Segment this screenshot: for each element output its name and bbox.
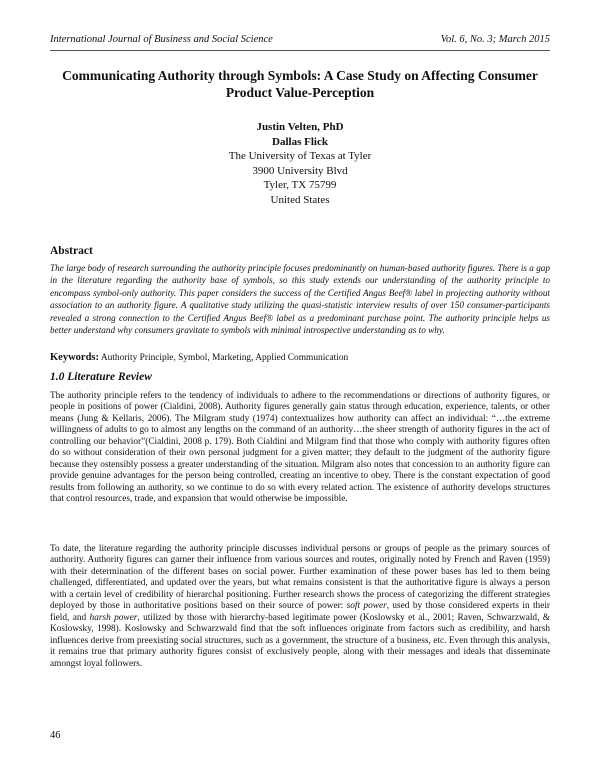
affiliation-line-2: 3900 University Blvd <box>252 164 348 177</box>
header-rule <box>50 50 550 51</box>
affiliation-line-4: United States <box>270 193 330 206</box>
affiliation-line-1: The University of Texas at Tyler <box>228 150 372 162</box>
title-line-2: Product Value-Perception <box>225 85 375 100</box>
abstract-heading: Abstract <box>50 245 93 257</box>
harsh-power-term: harsh power <box>89 612 138 623</box>
keywords-text: Authority Principle, Symbol, Marketing, Applied Communication <box>99 353 349 363</box>
paragraph-2-part-3: , utilized by those with hierarchy-based legitimate power (Koslowsky et al., 2001; Raven, Schwarzwald, & Koslowsky, 1998). Koslowsky and Schwarzwald find that the soft influences originate from factors such as credibility, and harsh influences derive from preexisting social structures, such as a government, the structure of a business, etc. Even through this analysis, it remains true that primary authority figures consist of exclusively people, along with their messages and ideals that disseminate amongst loyal followers. <box>50 612 550 669</box>
paper-title <box>50 67 550 101</box>
affiliation-line-3: Tyler, TX 75799 <box>263 179 337 191</box>
abstract-text: The large body of research surrounding the authority principle focuses predominantly on human-based authority figures. There is a gap in the literature regarding the authority base of symbols, so this study extends our understanding of the authority principle to encompass symbol-only authority. This paper considers the success of the Certified Angus Beef® label in projecting authority without association to an authority figure. A qualitative study utilizing the quasi-statistic interview results of over 150 consumer-participants revealed a strong connection to the Certified Angus Beef® label as a predominant purchase point. The authority principle helps us better understand why consumers gravitate to symbols with minimal introspective understanding as to why. <box>50 263 550 336</box>
paragraph-2-part-2: , used by those considered experts in their field, and <box>50 601 551 623</box>
title-line-1: Communicating Authority through Symbols: A Case Study on Affecting Consumer <box>62 68 538 83</box>
issue-info: Vol. 6, No. 3; March 2015 <box>440 34 550 45</box>
author-block <box>150 120 450 207</box>
paragraph-1: The authority principle refers to the tendency of individuals to adhere to the recommendations or directions of authority figures, or people in positions of power (Cialdini, 2008). Authority figures generally gain status through education, experience, talents, or other means (Jung & Kellaris, 2006). The Milgram study (1974) contextualizes how authority can affect an individual: “…the extreme willingness of adults to go to almost any lengths on the command of an authority…the sheer strength of authority figures in the act of controlling our behavior”(Cialdini, 2008 p. 179). Both Cialdini and Milgram find that those who comply with authority figures often do so without consideration of their own personal judgment for a given matter; they default to the judgment of the authority figure because they ostensibly possess a greater understanding of the situation. Milgram also notes that concession to an authority figure can provide genuine advantages for the person being controlled, creating an incentive to obey. There is the constant expectation of good results from following an authority, so we continue to do so with every related action. The existence of authority develops structures that control resources, trade, and expansion that would otherwise be impossible. <box>50 391 550 505</box>
paragraph-2 <box>50 544 550 670</box>
section-heading: 1.0 Literature Review <box>50 371 152 383</box>
soft-power-term: soft power <box>346 601 387 612</box>
author-2: Dallas Flick <box>272 135 328 148</box>
running-header <box>50 34 550 50</box>
keywords-label: Keywords: <box>50 352 99 363</box>
keywords-line <box>50 352 550 364</box>
paragraph-2-part-1: To date, the literature regarding the authority principle discusses individual persons or groups of people as the primary sources of authority. Authority figures can garner their influence from various sources and routes, originally noted by French and Raven (1959) with their determination of the different bases on social power. Further examination of these power bases has led to them being challenged, differentiated, and updated over the years, but what remains consistent is that the authoritative figure is always a person with a certain level of credibility of hierarchal positioning. Further research shows the process of categorizing the different strategies deployed by those in authoritative positions based on their source of power: <box>50 544 550 612</box>
page-number: 46 <box>50 730 61 741</box>
journal-name: International Journal of Business and Social Science <box>50 34 273 45</box>
author-1: Justin Velten, PhD <box>256 121 344 133</box>
